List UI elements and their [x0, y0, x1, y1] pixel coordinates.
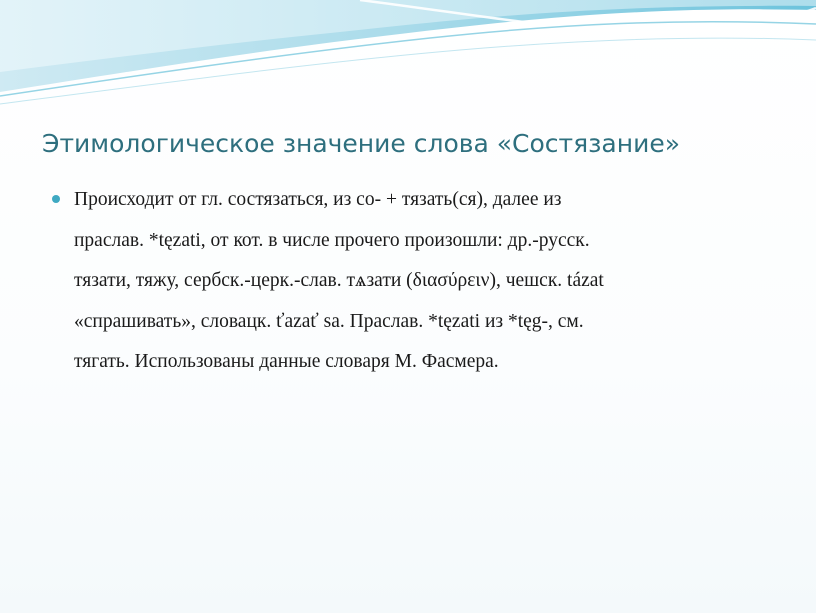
- bullet-list: [52, 180, 742, 383]
- bullet-text: [74, 180, 742, 383]
- header-wave-decoration: [0, 0, 816, 110]
- bullet-line: Происходит от гл. состязаться, из со- + тязать(ся), далее из: [74, 189, 562, 210]
- bullet-dot-icon: [52, 195, 60, 203]
- bullet-line: тягать. Использованы данные словаря М. Фасмера.: [74, 351, 499, 372]
- bullet-line: праслав. *tęzati, от кот. в числе прочего произошли: др.-русск.: [74, 229, 590, 251]
- bullet-line: «спрашивать», словацк. ťazať sa. Праслав. *tęzati из *tęg-, см.: [74, 310, 584, 332]
- bullet-item: [52, 180, 742, 383]
- bullet-line: тязати, тяжу, сербск.-церк.-слав. тѧзати (διασύρειν), чешск. tázat: [74, 270, 604, 291]
- slide-title: Этимологическое значение слова «Состязание»: [42, 129, 681, 158]
